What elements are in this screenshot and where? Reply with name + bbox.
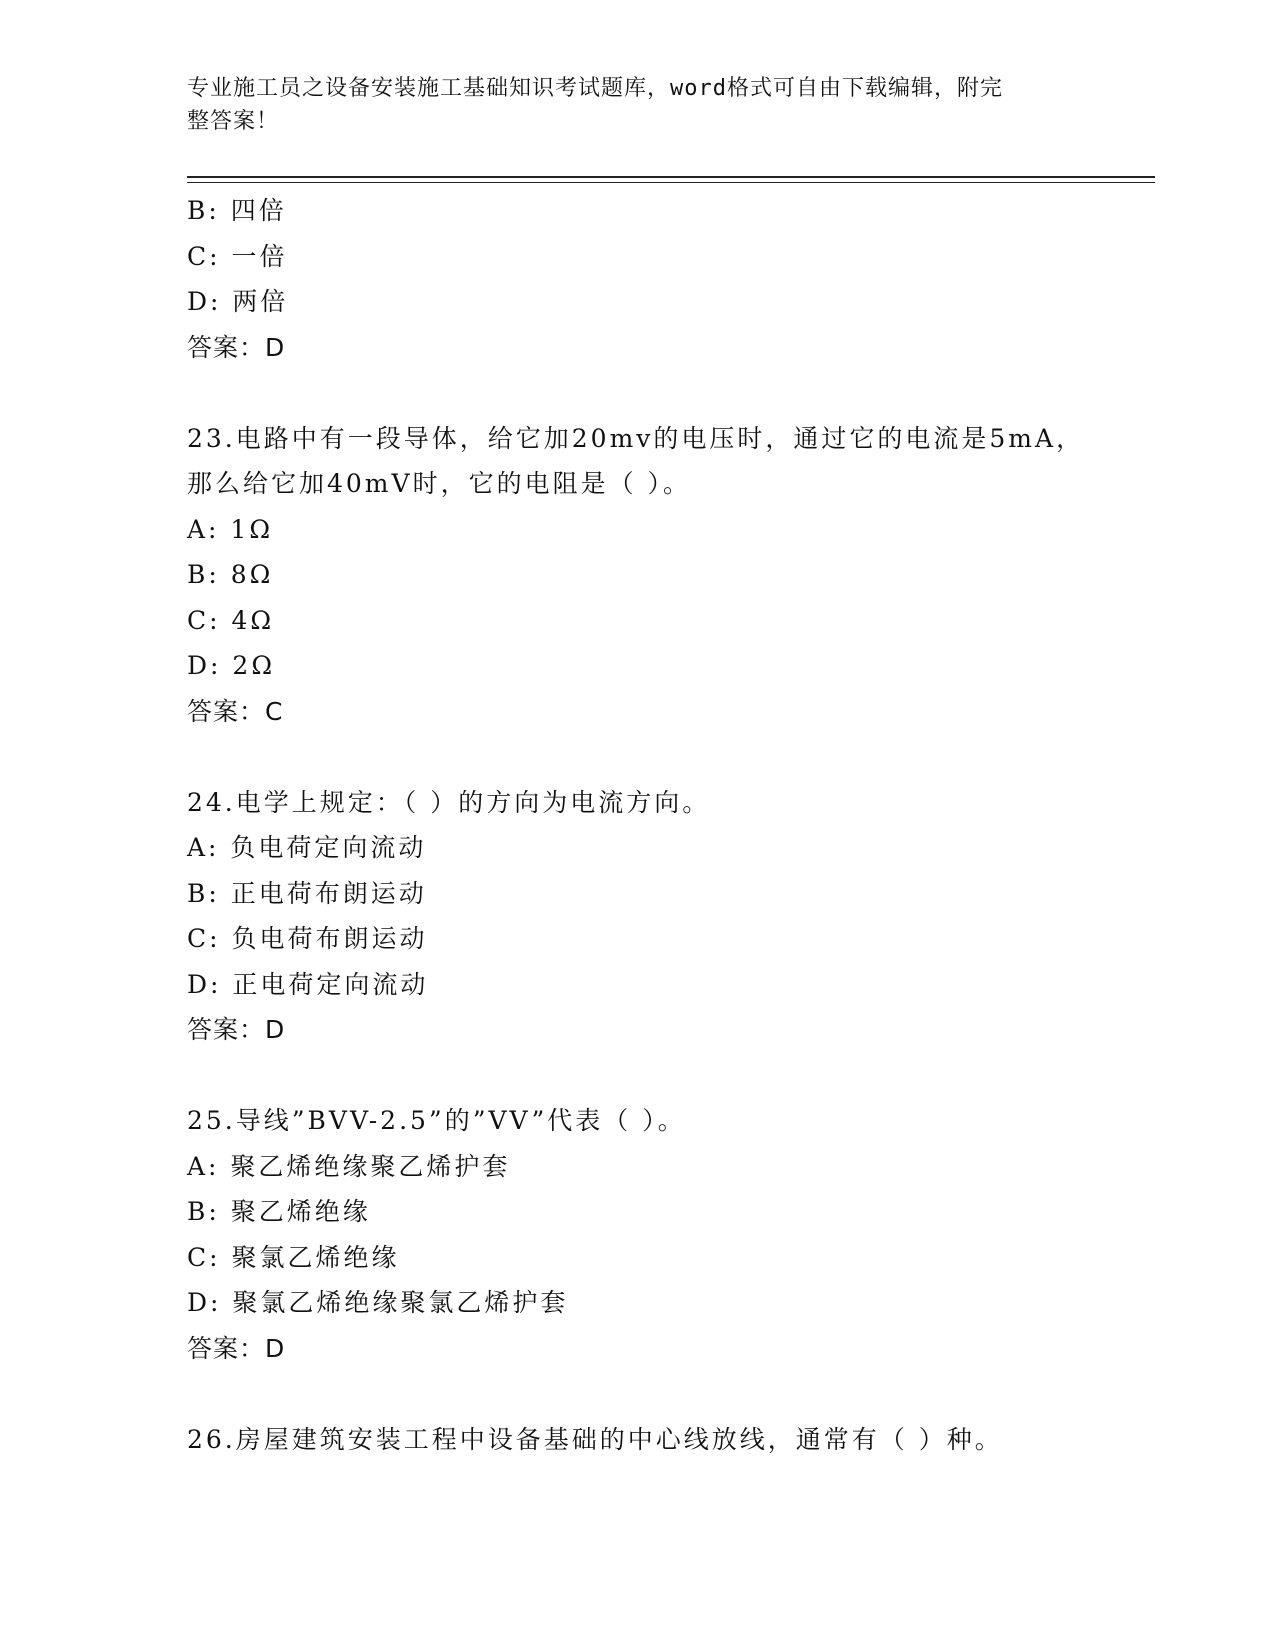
spacer	[187, 1371, 1155, 1417]
q25-option-b: B: 聚乙烯绝缘	[187, 1197, 371, 1226]
q22-answer: 答案：D	[187, 332, 286, 362]
q25-option-a: A: 聚乙烯绝缘聚乙烯护套	[187, 1151, 511, 1181]
q24-stem: 24.电学上规定：（ ）的方向为电流方向。	[187, 787, 711, 817]
q23-stem-line-1: 23.电路中有一段导体，给它加20mv的电压时，通过它的电流是5mA，	[187, 423, 1085, 453]
question-24	[187, 780, 1155, 1053]
q22-option-d: D: 两倍	[187, 287, 289, 316]
q24-answer: 答案：D	[187, 1015, 286, 1044]
spacer	[187, 1053, 1155, 1099]
q25-stem: 25.导线”BVV-2.5”的”VV”代表（ ）。	[187, 1106, 686, 1135]
question-22-continued	[187, 188, 1155, 370]
q25-option-c: C: 聚氯乙烯绝缘	[187, 1242, 400, 1272]
q23-option-a: A: 1Ω	[187, 514, 274, 544]
q22-option-b: B: 四倍	[187, 196, 287, 225]
q22-option-c: C: 一倍	[187, 241, 288, 271]
q23-option-b: B: 8Ω	[187, 560, 274, 589]
q24-option-a: A: 负电荷定向流动	[187, 833, 427, 862]
header-line-1: 专业施工员之设备安装施工基础知识考试题库，word格式可自由下载编辑，附完	[187, 76, 1003, 101]
question-list	[187, 188, 1155, 1462]
header-line-2: 整答案！	[187, 109, 280, 134]
spacer	[187, 734, 1155, 780]
q24-option-c: C: 负电荷布朗运动	[187, 924, 428, 953]
spacer	[187, 370, 1155, 416]
q23-option-d: D: 2Ω	[187, 651, 276, 680]
q24-option-d: D: 正电荷定向流动	[187, 969, 429, 999]
header-rule-thick	[187, 176, 1155, 178]
question-26	[187, 1417, 1155, 1463]
question-25	[187, 1098, 1155, 1371]
q23-stem-line-2: 那么给它加40mV时，它的电阻是（ ）。	[187, 469, 692, 498]
document-header	[187, 72, 1087, 138]
q26-stem: 26.房屋建筑安装工程中设备基础的中心线放线，通常有（ ）种。	[187, 1424, 1003, 1454]
question-23	[187, 416, 1155, 735]
q23-answer: 答案：C	[187, 696, 284, 726]
q23-option-c: C: 4Ω	[187, 605, 275, 635]
q24-option-b: B: 正电荷布朗运动	[187, 878, 427, 908]
q25-answer: 答案：D	[187, 1333, 286, 1363]
q25-option-d: D: 聚氯乙烯绝缘聚氯乙烯护套	[187, 1288, 569, 1317]
header-rule-thin	[187, 182, 1155, 183]
